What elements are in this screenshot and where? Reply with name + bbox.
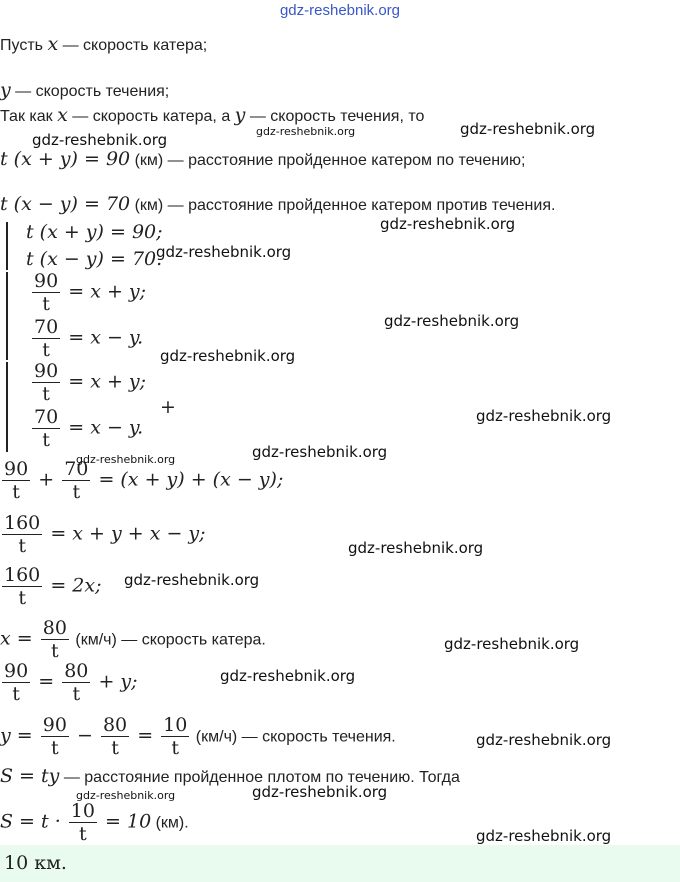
system1-eq2: t (x − y) = 70. xyxy=(26,248,163,270)
line-downstream-distance: t (x + y) = 90 (км) — расстояние пройденное катером по течению; xyxy=(0,148,526,170)
watermark: gdz-reshebnik.org xyxy=(460,120,596,138)
watermark: gdz-reshebnik.org xyxy=(252,443,388,461)
twox-equation: $\frac{160}{t}$ = 2x; xyxy=(4,564,102,609)
watermark: gdz-reshebnik.org xyxy=(160,347,296,365)
watermark: gdz-reshebnik.org xyxy=(380,215,516,233)
watermark: gdz-reshebnik.org xyxy=(76,453,176,466)
watermark: gdz-reshebnik.org xyxy=(476,731,612,749)
plus-sign: + xyxy=(160,396,176,418)
answer-text: 10 км. xyxy=(4,852,67,874)
watermark: gdz-reshebnik.org xyxy=(476,827,612,845)
watermark: gdz-reshebnik.org xyxy=(76,789,176,802)
system3-eq2: $\frac{70}{t}$ = x − y. xyxy=(34,406,144,451)
line-since: Так как x — скорость катера, а y — скорость течения, то xyxy=(0,104,425,126)
sum-equation: $\frac{90}{t}$ + $\frac{70}{t}$ = (x + y) + (x − y); xyxy=(4,458,284,503)
system3-eq1: $\frac{90}{t}$ = x + y; xyxy=(34,360,147,405)
boat-speed-result: x = $\frac{80}{t}$ (км/ч) — скорость катера. xyxy=(0,617,266,662)
watermark: gdz-reshebnik.org xyxy=(256,125,356,138)
site-header-link[interactable]: gdz-reshebnik.org xyxy=(279,2,401,19)
system-brace xyxy=(6,362,8,452)
system1-eq1: t (x + y) = 90; xyxy=(26,221,163,243)
system2-eq2: $\frac{70}{t}$ = x − y. xyxy=(34,316,144,361)
line-upstream-distance: t (x − y) = 70 (км) — расстояние пройденное катером против течения. xyxy=(0,193,556,215)
raft-distance-result: S = t · $\frac{10}{t}$ = 10 (км). xyxy=(0,800,189,845)
watermark: gdz-reshebnik.org xyxy=(124,571,260,589)
system-brace xyxy=(6,222,8,270)
current-speed-result: y = $\frac{90}{t}$ − $\frac{80}{t}$ = $\frac{10}{t}$ (км/ч) — скорость течения. xyxy=(0,714,396,759)
combined-equation: $\frac{160}{t}$ = x + y + x − y; xyxy=(4,512,206,557)
substitution-equation: $\frac{90}{t}$ = $\frac{80}{t}$ + y; xyxy=(4,660,138,705)
watermark: gdz-reshebnik.org xyxy=(384,312,520,330)
system2-eq1: $\frac{90}{t}$ = x + y; xyxy=(34,270,147,315)
line-let-x: Пусть x — скорость катера; xyxy=(0,33,208,55)
watermark: gdz-reshebnik.org xyxy=(444,635,580,653)
watermark: gdz-reshebnik.org xyxy=(252,783,388,801)
watermark: gdz-reshebnik.org xyxy=(32,131,168,149)
watermark: gdz-reshebnik.org xyxy=(156,243,292,261)
watermark: gdz-reshebnik.org xyxy=(476,407,612,425)
watermark: gdz-reshebnik.org xyxy=(220,667,356,685)
raft-distance-line: S = ty — расстояние пройденное плотом по течению. Тогда xyxy=(0,765,460,787)
system-brace xyxy=(6,272,8,360)
answer-box xyxy=(0,845,680,882)
watermark: gdz-reshebnik.org xyxy=(348,539,484,557)
line-y-current: y — скорость течения; xyxy=(0,79,170,101)
